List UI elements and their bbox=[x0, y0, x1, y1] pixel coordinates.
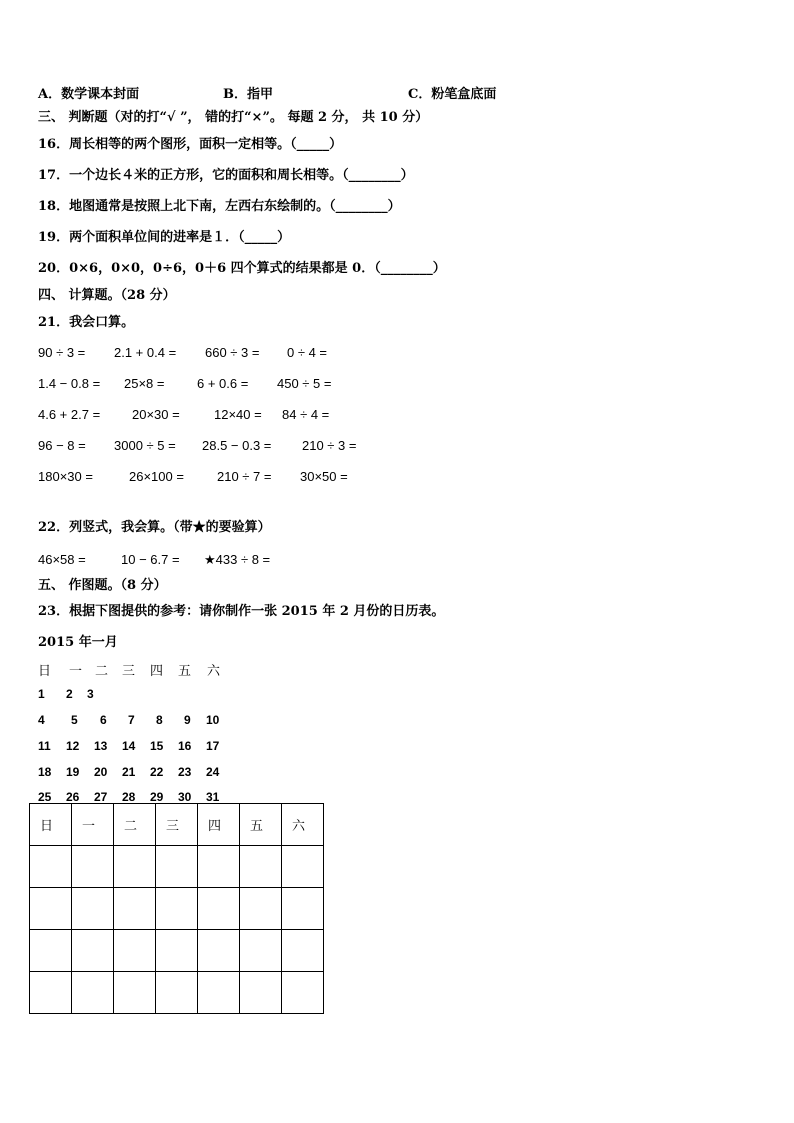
math-item: 90 ÷ 3 = bbox=[38, 345, 86, 360]
weekday-label: 日 bbox=[38, 664, 52, 679]
calendar-blank-cell bbox=[240, 846, 282, 888]
weekday-label: 一 bbox=[69, 664, 83, 679]
calendar-header-cell bbox=[156, 804, 198, 846]
calendar-blank-cell bbox=[156, 846, 198, 888]
math-item: 450 ÷ 5 = bbox=[277, 376, 332, 391]
weekday-label: 六 bbox=[207, 664, 221, 679]
math-item: 30×50 = bbox=[300, 469, 348, 484]
weekday-label: 四 bbox=[208, 819, 222, 834]
calendar-header-cell bbox=[198, 804, 240, 846]
calendar-header-cell bbox=[30, 804, 72, 846]
calendar-blank-cell bbox=[240, 972, 282, 1014]
calendar-day: 10 bbox=[206, 713, 220, 727]
calendar-blank-row bbox=[30, 888, 324, 930]
calendar-blank-cell bbox=[30, 888, 72, 930]
calendar-day: 6 bbox=[100, 713, 107, 727]
question-19: 19．两个面积单位间的进率是１．（_____） bbox=[38, 230, 291, 245]
math-item: 210 ÷ 7 = bbox=[217, 469, 272, 484]
calendar-blank-cell bbox=[156, 930, 198, 972]
weekday-label: 五 bbox=[178, 664, 192, 679]
calendar-day: 31 bbox=[206, 790, 220, 804]
calendar-day: 25 bbox=[38, 790, 52, 804]
calendar-blank-cell bbox=[72, 930, 114, 972]
math-item: 46×58 = bbox=[38, 552, 86, 567]
calendar-blank-cell bbox=[72, 972, 114, 1014]
math-item: 28.5 − 0.3 = bbox=[202, 438, 272, 453]
calendar-blank-cell bbox=[198, 972, 240, 1014]
calendar-blank-cell bbox=[30, 846, 72, 888]
math-item: 10 − 6.7 = bbox=[121, 552, 180, 567]
calendar-day: 24 bbox=[206, 765, 220, 779]
calendar-day: 16 bbox=[178, 739, 192, 753]
weekday-label: 二 bbox=[95, 664, 109, 679]
math-item: 2.1 + 0.4 = bbox=[114, 345, 177, 360]
calendar-blank-cell bbox=[240, 888, 282, 930]
question-18: 18．地图通常是按照上北下南，左西右东绘制的。（________） bbox=[38, 199, 401, 214]
weekday-label: 六 bbox=[292, 819, 306, 834]
calendar-day: 8 bbox=[156, 713, 163, 727]
math-item: ★433 ÷ 8 = bbox=[204, 552, 271, 567]
calendar-header-row bbox=[30, 804, 324, 846]
calendar-header-cell bbox=[240, 804, 282, 846]
calendar-blank-cell bbox=[114, 972, 156, 1014]
calendar-day: 12 bbox=[66, 739, 80, 753]
calendar-day: 4 bbox=[38, 713, 45, 727]
math-item: 0 ÷ 4 = bbox=[287, 345, 328, 360]
calendar-day: 15 bbox=[150, 739, 164, 753]
weekday-label: 三 bbox=[166, 819, 180, 834]
math-item: 25×8 = bbox=[124, 376, 165, 391]
calendar-blank-cell bbox=[114, 930, 156, 972]
math-item: 84 ÷ 4 = bbox=[282, 407, 330, 422]
calendar-blank-cell bbox=[198, 888, 240, 930]
calendar-header-cell bbox=[114, 804, 156, 846]
math-item: 96 − 8 = bbox=[38, 438, 86, 453]
calendar-answer-table bbox=[29, 803, 324, 1014]
calendar-blank-cell bbox=[72, 846, 114, 888]
question-21-title: 21．我会口算。 bbox=[38, 315, 135, 330]
weekday-label: 五 bbox=[250, 819, 264, 834]
math-item: 660 ÷ 3 = bbox=[205, 345, 260, 360]
math-item: 4.6 + 2.7 = bbox=[38, 407, 101, 422]
calendar-day: 29 bbox=[150, 790, 164, 804]
calendar-day: 22 bbox=[150, 765, 164, 779]
calendar-day: 23 bbox=[178, 765, 192, 779]
calendar-day: 21 bbox=[122, 765, 136, 779]
option-c: C．粉笔盒底面 bbox=[408, 87, 497, 102]
section-3-title: 三、 判断题（对的打“√ ”， 错的打“×”。 每题 2 分， 共 10 分） bbox=[38, 110, 429, 125]
calendar-day: 17 bbox=[206, 739, 220, 753]
calendar-blank-cell bbox=[282, 888, 324, 930]
calendar-blank-cell bbox=[72, 888, 114, 930]
calendar-reference-title: 2015 年一月 bbox=[38, 635, 118, 650]
calendar-blank-cell bbox=[282, 846, 324, 888]
math-item: 20×30 = bbox=[132, 407, 180, 422]
calendar-blank-row bbox=[30, 930, 324, 972]
question-17: 17．一个边长４米的正方形，它的面积和周长相等。（________） bbox=[38, 168, 414, 183]
section-5-title: 五、 作图题。（8 分） bbox=[38, 578, 167, 593]
calendar-blank-row bbox=[30, 846, 324, 888]
calendar-day: 27 bbox=[94, 790, 108, 804]
math-item: 1.4 − 0.8 = bbox=[38, 376, 101, 391]
question-16: 16．周长相等的两个图形，面积一定相等。（_____） bbox=[38, 137, 343, 152]
question-22-title: 22．列竖式，我会算。（带★的要验算） bbox=[38, 520, 271, 535]
weekday-label: 一 bbox=[82, 819, 96, 834]
calendar-blank-cell bbox=[114, 888, 156, 930]
calendar-day: 30 bbox=[178, 790, 192, 804]
weekday-label: 二 bbox=[124, 819, 138, 834]
calendar-blank-cell bbox=[282, 972, 324, 1014]
calendar-blank-cell bbox=[198, 846, 240, 888]
calendar-day: 3 bbox=[87, 687, 94, 701]
question-20: 20．0×6，0×0，0÷6，0＋6 四个算式的结果都是 0．（________） bbox=[38, 261, 446, 276]
calendar-day: 19 bbox=[66, 765, 80, 779]
calendar-header-cell bbox=[282, 804, 324, 846]
calendar-blank-cell bbox=[30, 930, 72, 972]
calendar-day: 28 bbox=[122, 790, 136, 804]
calendar-blank-cell bbox=[156, 888, 198, 930]
calendar-blank-cell bbox=[282, 930, 324, 972]
calendar-blank-row bbox=[30, 972, 324, 1014]
calendar-day: 1 bbox=[38, 687, 45, 701]
calendar-day: 7 bbox=[128, 713, 135, 727]
calendar-day: 20 bbox=[94, 765, 108, 779]
math-item: 210 ÷ 3 = bbox=[302, 438, 357, 453]
calendar-blank-cell bbox=[198, 930, 240, 972]
question-23-title: 23．根据下图提供的参考：请你制作一张 2015 年 2 月份的日历表。 bbox=[38, 604, 445, 619]
calendar-day: 5 bbox=[71, 713, 78, 727]
calendar-blank-cell bbox=[30, 972, 72, 1014]
math-item: 180×30 = bbox=[38, 469, 93, 484]
calendar-header-cell bbox=[72, 804, 114, 846]
math-item: 26×100 = bbox=[129, 469, 184, 484]
math-item: 3000 ÷ 5 = bbox=[114, 438, 176, 453]
calendar-day: 14 bbox=[122, 739, 136, 753]
option-a: A．数学课本封面 bbox=[38, 87, 140, 102]
calendar-blank-cell bbox=[114, 846, 156, 888]
weekday-label: 日 bbox=[40, 819, 54, 834]
math-item: 6 + 0.6 = bbox=[197, 376, 249, 391]
section-4-title: 四、 计算题。（28 分） bbox=[38, 288, 176, 303]
calendar-day: 11 bbox=[38, 739, 51, 753]
option-b: B．指甲 bbox=[223, 87, 273, 102]
calendar-day: 2 bbox=[66, 687, 73, 701]
math-item: 12×40 = bbox=[214, 407, 262, 422]
calendar-day: 13 bbox=[94, 739, 108, 753]
weekday-label: 四 bbox=[150, 664, 164, 679]
weekday-label: 三 bbox=[122, 664, 136, 679]
calendar-blank-cell bbox=[240, 930, 282, 972]
calendar-blank-cell bbox=[156, 972, 198, 1014]
calendar-day: 9 bbox=[184, 713, 191, 727]
calendar-day: 18 bbox=[38, 765, 52, 779]
calendar-day: 26 bbox=[66, 790, 80, 804]
